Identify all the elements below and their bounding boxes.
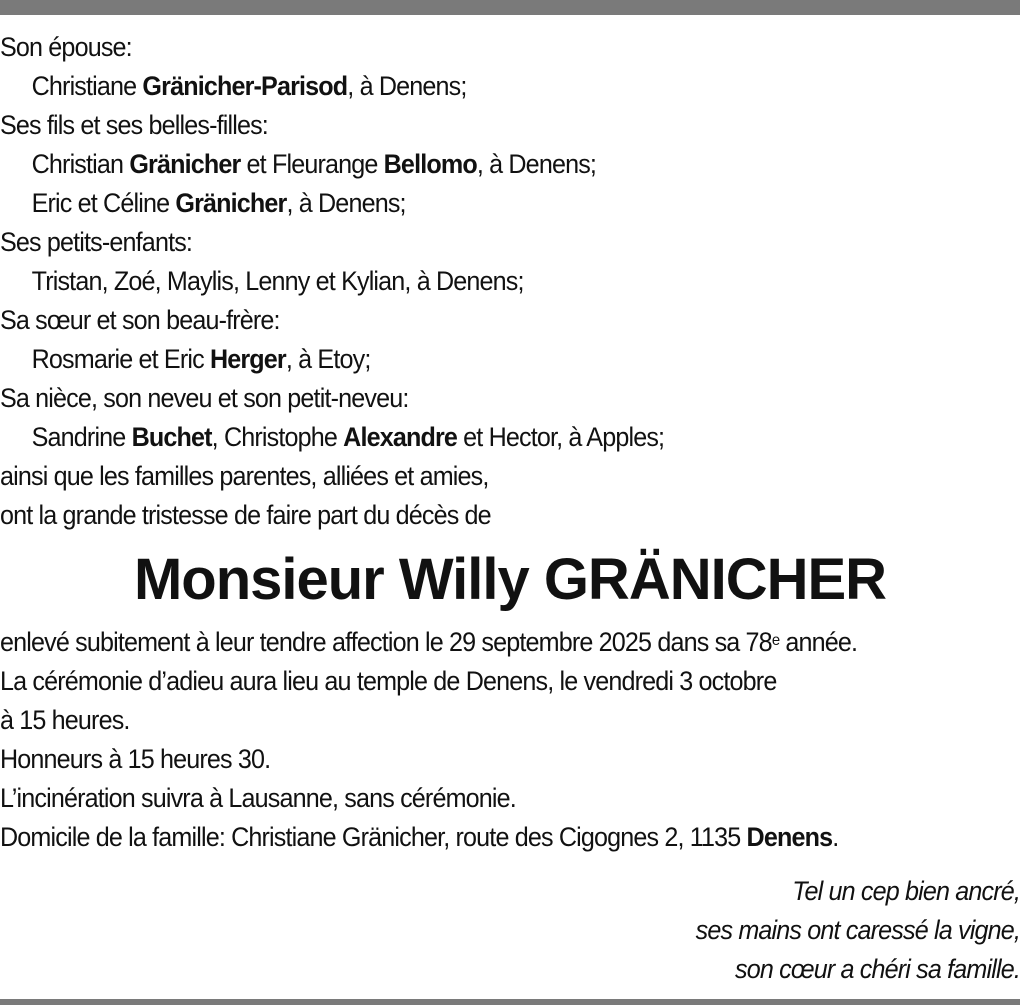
top-rule: [0, 0, 1020, 15]
son2-place: , à Denens;: [286, 188, 406, 218]
grandchildren-line: Tristan, Zoé, Maylis, Lenny et Kylian, à Denens;: [31, 266, 524, 296]
niece-line: [0, 418, 949, 457]
domicile-address: Domicile de la famille: Christiane Gränicher, route des Cigognes 2, 1135: [0, 822, 747, 852]
honours-line: Honneurs à 15 heures 30.: [0, 744, 271, 774]
nephew-first-name: , Christophe: [211, 422, 344, 452]
spouse-last-name: Gränicher-Parisod: [142, 71, 348, 101]
niece-heading: Sa nièce, son neveu et son petit-neveu:: [0, 383, 409, 413]
details-block: [0, 623, 1020, 857]
domicile-town: Denens: [746, 822, 833, 852]
spouse-line: [0, 67, 949, 106]
son1-last-name: Gränicher: [129, 149, 241, 179]
domicile-line: [0, 818, 949, 857]
niece-last-name: Buchet: [131, 422, 212, 452]
nephew-last-name: Alexandre: [343, 422, 458, 452]
son1-partner-first: et Fleurange: [240, 149, 384, 179]
son2-line: [0, 184, 949, 223]
family-list: [0, 28, 949, 535]
sister-last-name: Herger: [209, 344, 286, 374]
poem: [420, 872, 1020, 989]
spouse-first-name: Christiane: [31, 71, 143, 101]
sister-place: , à Etoy;: [285, 344, 371, 374]
cremation-line: L’incinération suivra à Lausanne, sans cérémonie.: [0, 783, 516, 813]
son2-last-name: Gränicher: [175, 188, 287, 218]
sister-heading: Sa sœur et son beau-frère:: [0, 305, 280, 335]
son2-first-names: Eric et Céline: [31, 188, 176, 218]
sister-first-names: Rosmarie et Eric: [31, 344, 210, 374]
niece-first-name: Sandrine: [31, 422, 132, 452]
domicile-end: .: [832, 822, 839, 852]
announce-line: ont la grande tristesse de faire part du décès de: [0, 500, 491, 530]
grandchildren-heading: Ses petits-enfants:: [0, 227, 193, 257]
poem-line: son cœur a chéri sa famille.: [735, 954, 1020, 984]
bottom-rule: [0, 999, 1020, 1005]
poem-line: Tel un cep bien ancré,: [792, 876, 1020, 906]
poem-line: ses mains ont caressé la vigne,: [695, 915, 1020, 945]
deceased-name: Monsieur Willy GRÄNICHER: [133, 547, 887, 612]
families-line: ainsi que les familles parentes, alliées et amies,: [0, 461, 489, 491]
spouse-place: , à Denens;: [347, 71, 467, 101]
ceremony-line: La cérémonie d’adieu aura lieu au temple de Denens, le vendredi 3 octobre: [0, 666, 777, 696]
son1-line: [0, 145, 949, 184]
passing-line: [0, 623, 949, 662]
son1-place: , à Denens;: [476, 149, 597, 179]
niece-place: et Hector, à Apples;: [457, 422, 665, 452]
sons-heading: Ses fils et ses belles-filles:: [0, 110, 268, 140]
sister-line: [0, 340, 949, 379]
passing-end: année.: [779, 627, 858, 657]
ceremony-time: à 15 heures.: [0, 705, 130, 735]
son1-first-name: Christian: [31, 149, 130, 179]
spouse-heading: Son épouse:: [0, 32, 132, 62]
son1-partner-last: Bellomo: [383, 149, 477, 179]
ordinal-suffix: e: [771, 632, 780, 649]
passing-text: enlevé subitement à leur tendre affection le 29 septembre 2025 dans sa 78: [0, 627, 772, 657]
